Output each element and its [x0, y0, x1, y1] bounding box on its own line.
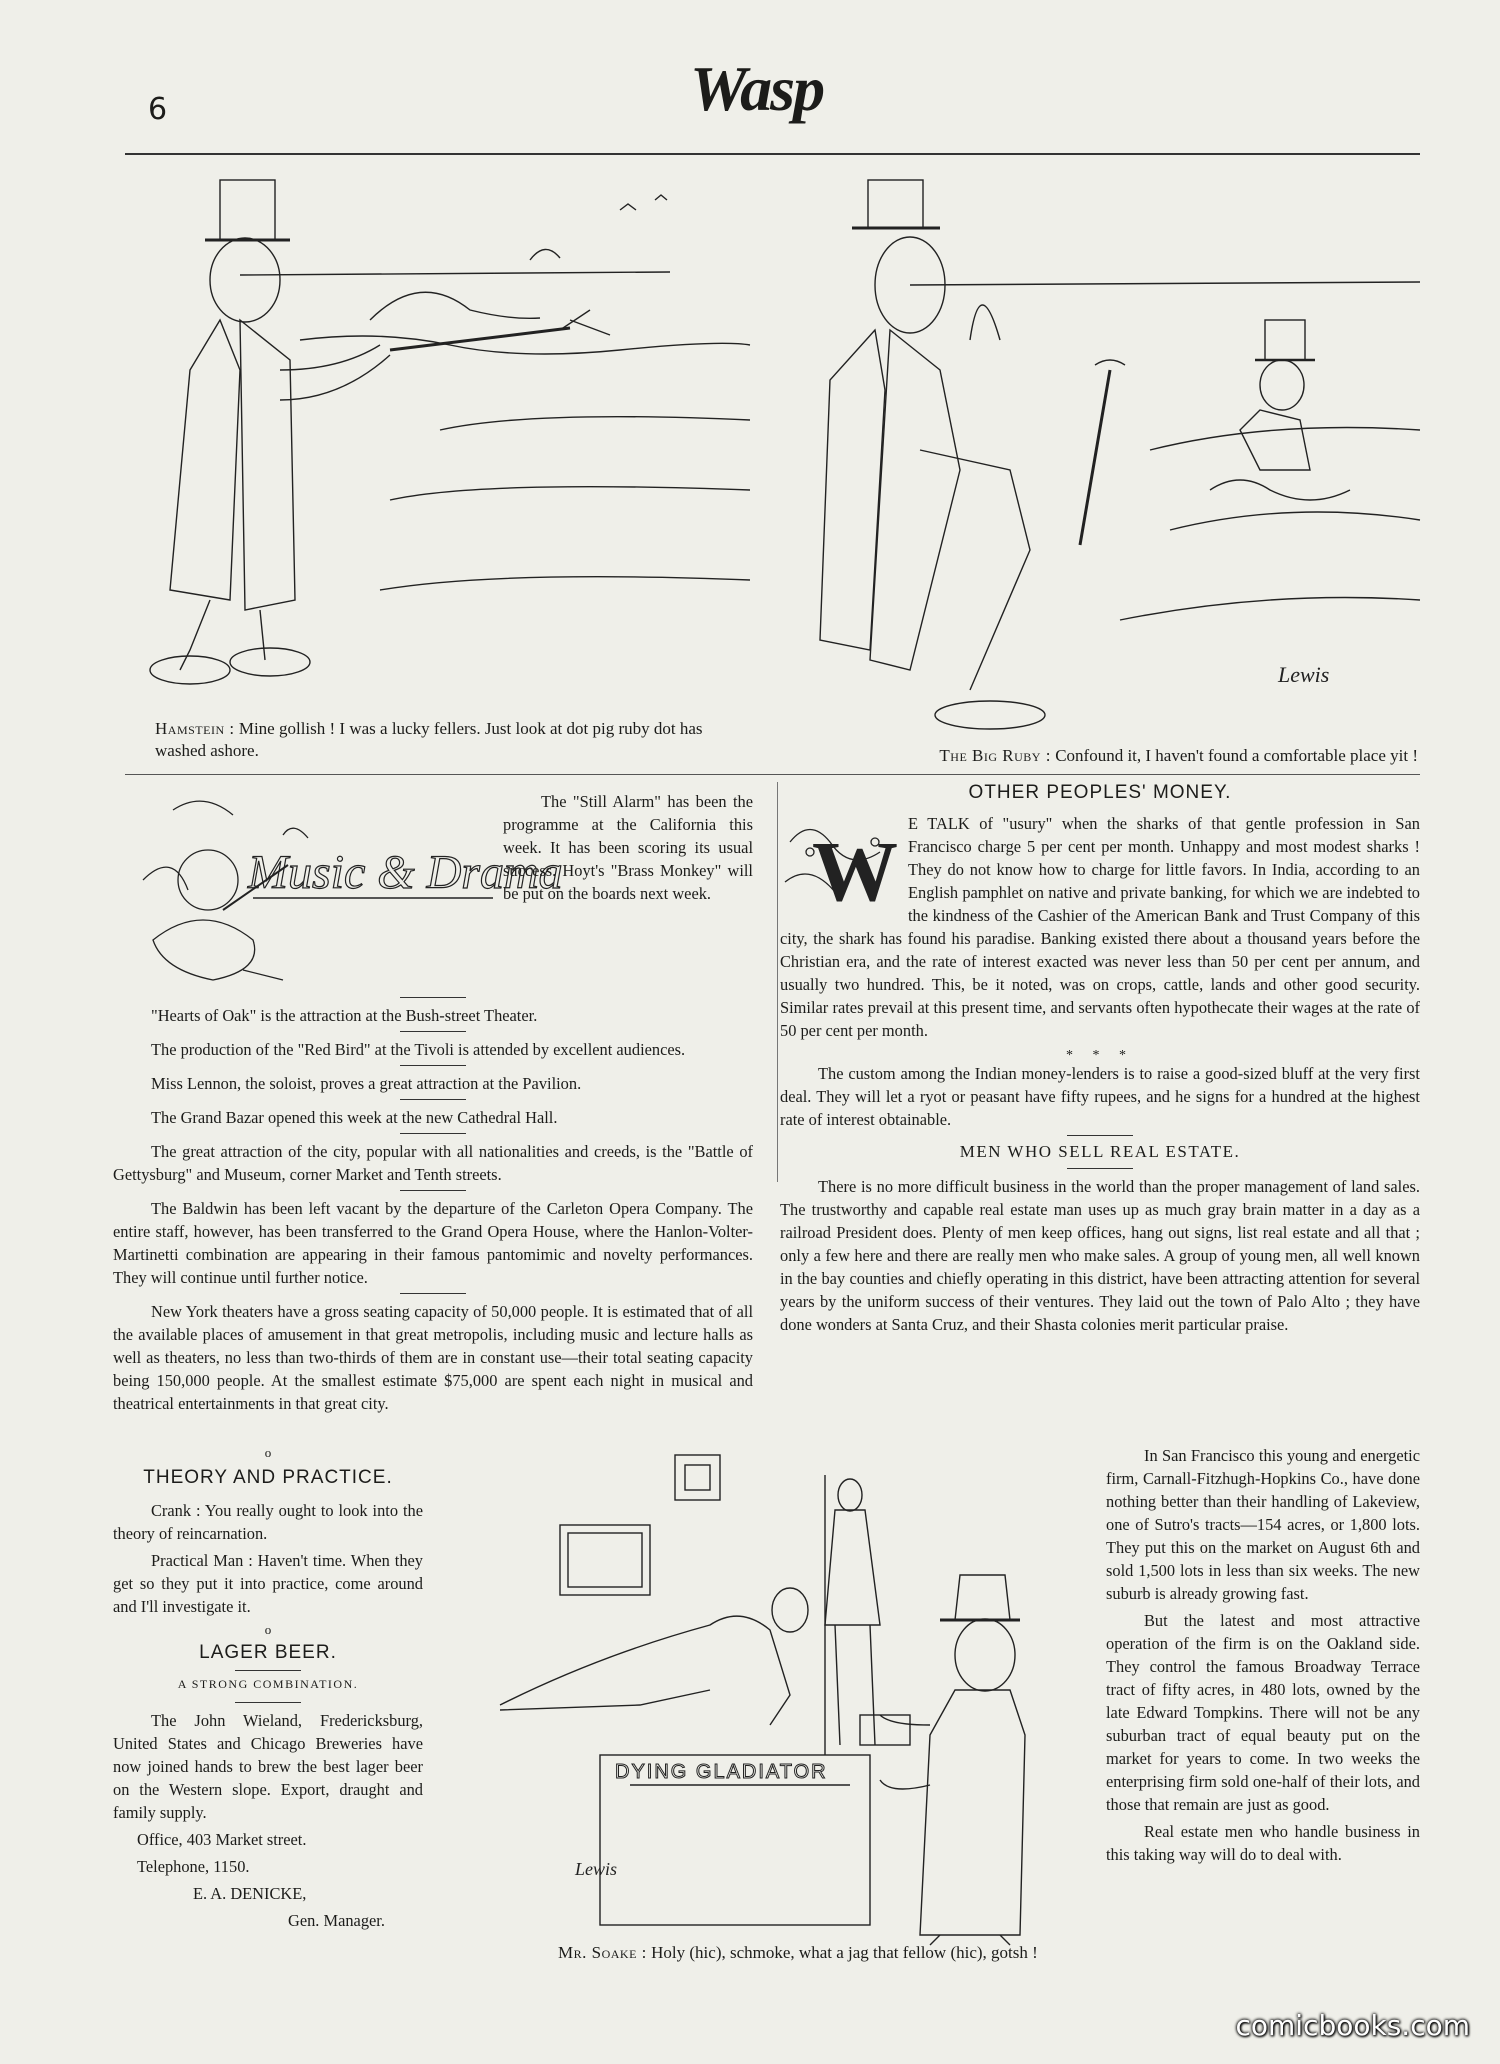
md-divider [400, 1190, 466, 1191]
theory-para-1: Crank : You really ought to look into the theory of reincarnation. [113, 1501, 423, 1543]
real-estate-para-3: But the latest and most attractive operation of the firm is on the Oakland side. They control the famous Broadway Terrace tract of fifty acres, in 480 lots, owned by the late Edward Tompkins. There will not be any suburban tract of equal beauty put on the market for years to come. In two weeks the enterprising firm sold one-half of their lots, and those that remain are just as good. [1106, 1611, 1420, 1814]
lager-title: LAGER BEER. [199, 1642, 337, 1663]
md-para-1: The "Still Alarm" has been the programme at the California this week. It has been scoring its usual success. Hoyt's "Brass Monkey" will be put on the boards next week. [503, 792, 753, 903]
md-para-7: The Baldwin has been left vacant by the departure of the Carleton Opera Company. The entire staff, however, has been transferred to the Grand Opera House, where the Hanlon-Volter-Martinetti combination are appearing in their famous pantomimic and novelty performances. They will continue until further notice. [113, 1199, 753, 1287]
other-money-para-1: E TALK of "usury" when the sharks of that gentle profession in San Francisco charge 5 per cent per month. Unhappy and most modest sharks ! They do not know how to charge for little favors. In India, according to an English pamphlet on native and private banking, for which we are indebted to the kindness of the Cashier of the American Bank and Trust Company of this city, the shark has found his paradise. Banking existed there about a thousand years before the Christian era, and the rate of interest exacted was never less than 50 per cent per annum, and usually two hundred. This, be it noted, was on crops, cattle, lands and other good security. Similar rates prevail at this present time, and servants often hypothecate their wages at the rate of 50 per cent per month. [780, 814, 1420, 1040]
lager-telephone: Telephone, 1150. [137, 1857, 250, 1876]
real-estate-para-1: There is no more difficult business in the world than the proper management of land sales. The trustworthy and capable real estate man uses up as much gray brain matter in a day as a railroad President does. Plenty of men keep offices, hang out signs, list real estate and all that ; only a few here and there are really men who make sales. A group of young men, all well known in the bay counties and chiefly operating in this district, have been attracting attention for several years by the uniform success of their ventures. They laid out the town of Palo Alto ; they have done wonders at Santa Cruz, and their Shasta colonies merit particular praise. [780, 1177, 1420, 1334]
md-para-6: The great attraction of the city, popular with all nationalities and creeds, is the "Battle of Gettysburg" and Museum, corner Market and Tenth streets. [113, 1142, 753, 1184]
soake-line: Holy (hic), schmoke, what a jag that fellow (hic), gotsh ! [651, 1943, 1038, 1962]
real-estate-title: MEN WHO SELL REAL ESTATE. [959, 1142, 1241, 1161]
theory-lager-column [113, 1445, 423, 1936]
middle-rule [125, 774, 1420, 775]
real-estate-continued [1106, 1444, 1420, 1870]
md-divider [400, 1133, 466, 1134]
header-rule [125, 153, 1420, 155]
lager-signer-title: Gen. Manager. [288, 1911, 385, 1930]
lager-signer: E. A. DENICKE, [193, 1884, 307, 1903]
masthead-logo: Wasp [690, 53, 824, 124]
separator-ornament: o [264, 1622, 272, 1637]
real-estate-para-2: In San Francisco this young and energetic firm, Carnall-Fitzhugh-Hopkins Co., have done nothing better than their handling of Lakeview, one of Sutro's tracts—154 acres, or 1,800 lots. They put this on the market on August 6th and sold 1,500 lots in less than six weeks. The new suburb is already growing fast. [1106, 1446, 1420, 1603]
soake-caption [480, 1942, 1040, 1964]
music-drama-column [113, 790, 753, 1419]
md-divider [400, 1099, 466, 1100]
theory-para-2: Practical Man : Haven't time. When they get so they put it into practice, come around and I'll investigate it. [113, 1551, 423, 1616]
md-para-8: New York theaters have a gross seating capacity of 50,000 people. It is estimated that of all the available places of amusement in that great metropolis, including music and lecture halls as well as theaters, no less than two-thirds of them are in constant use—their total seating capacity being 150,000 people. At the smallest estimate $75,000 are spent each night in musical and theatrical entertainments in that great city. [113, 1302, 753, 1413]
right-column [780, 782, 1420, 1340]
md-divider [400, 1031, 466, 1032]
hamstein-caption [155, 718, 755, 762]
page-number: 6 [148, 92, 168, 127]
big-ruby-speaker: The Big Ruby : [939, 746, 1051, 765]
dying-gladiator-plinth-text: DYING GLADIATOR [615, 1761, 828, 1783]
music-drama-logo [113, 790, 563, 990]
hamstein-speaker: Hamstein : [155, 719, 235, 738]
dropcap-letter: W [812, 823, 898, 919]
lager-subtitle: A STRONG COMBINATION. [177, 1677, 359, 1691]
dying-gladiator-illustration [480, 1455, 1060, 1940]
lager-office: Office, 403 Market street. [137, 1830, 307, 1849]
music-drama-title: Music & Drama [248, 846, 563, 899]
section-divider [1067, 1168, 1133, 1169]
other-money-title: OTHER PEOPLES' MONEY. [968, 782, 1232, 803]
soake-speaker: Mr. Soake : [558, 1943, 647, 1962]
md-para-2: "Hearts of Oak" is the attraction at the Bush-street Theater. [151, 1006, 538, 1025]
big-ruby-line: Confound it, I haven't found a comfortable place yit ! [1055, 746, 1418, 765]
lager-divider [235, 1702, 301, 1703]
md-divider [400, 997, 466, 998]
hamstein-illustration [150, 170, 760, 730]
signature-right: Lewis [1278, 662, 1330, 687]
other-money-para-2: The custom among the Indian money-lenders is to raise a good-sized bluff at the very first deal. They will let a ryot or peasant have fifty rupees, and he signs for a hundred at the highest rate of interest obtainable. [780, 1064, 1420, 1129]
column-rule [777, 782, 778, 1182]
md-para-4: Miss Lennon, the soloist, proves a great attraction at the Pavilion. [151, 1074, 582, 1093]
hamstein-line: Mine gollish ! I was a lucky fellers. Just look at dot pig ruby dot has washed ashore. [155, 719, 703, 761]
separator-ornament: o [264, 1445, 272, 1460]
watermark: comicbooks.com [1235, 2009, 1470, 2042]
md-divider [400, 1065, 466, 1066]
lager-divider [235, 1670, 301, 1671]
real-estate-para-4: Real estate men who handle business in this taking way will do to deal with. [1106, 1822, 1420, 1864]
signature-bottom: Lewis [575, 1859, 618, 1879]
section-divider [1067, 1135, 1133, 1136]
md-para-3: The production of the "Red Bird" at the Tivoli is attended by excellent audiences. [151, 1040, 686, 1059]
ornamental-dropcap [780, 812, 900, 919]
big-ruby-illustration [790, 170, 1420, 740]
big-ruby-caption [818, 745, 1418, 767]
lager-body: The John Wieland, Fredericksburg, United States and Chicago Breweries have now joined hands to brew the best lager beer on the Western slope. Export, draught and family supply. [113, 1711, 423, 1822]
section-asterisks: * * * [1066, 1048, 1134, 1063]
md-divider [400, 1293, 466, 1294]
theory-title: THEORY AND PRACTICE. [143, 1467, 393, 1488]
md-para-5: The Grand Bazar opened this week at the new Cathedral Hall. [151, 1108, 558, 1127]
